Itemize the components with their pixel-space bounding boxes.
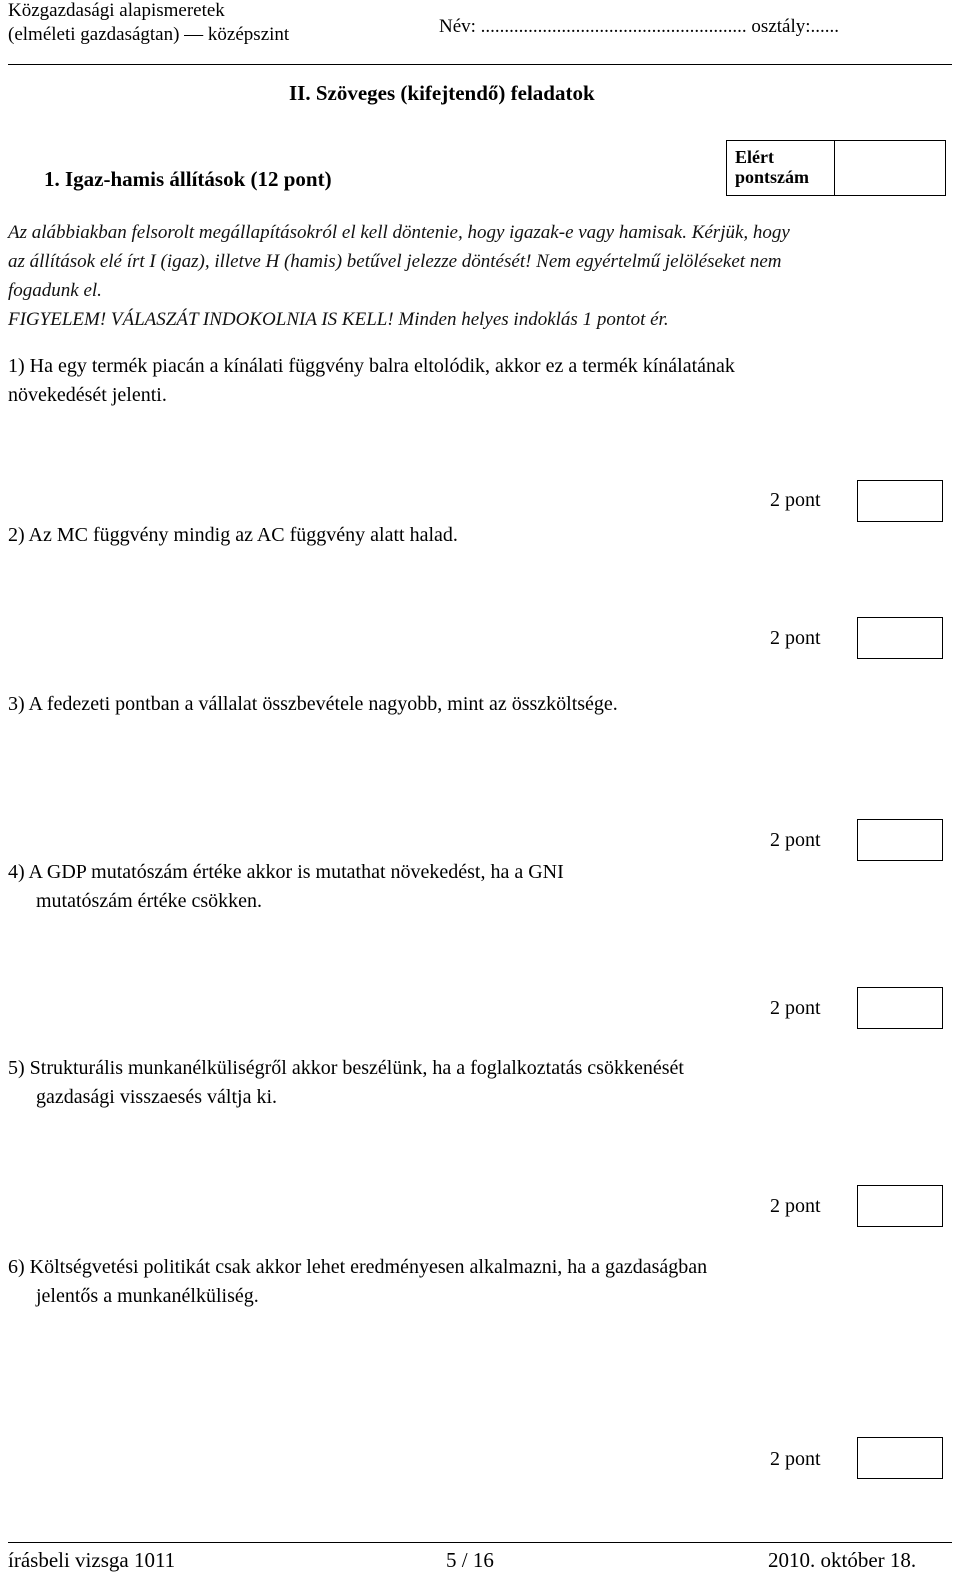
score-label-line1: Elért xyxy=(735,147,774,167)
points-box-3[interactable] xyxy=(857,819,943,861)
points-box-2[interactable] xyxy=(857,617,943,659)
statement-line: 1) Ha egy termék piacán a kínálati függvény balra eltolódik, akkor ez a termék kínálatának xyxy=(8,355,735,377)
section-title: II. Szöveges (kifejtendő) feladatok xyxy=(289,81,595,105)
statement-line: mutatószám értéke csökken. xyxy=(36,890,263,912)
statement-3 xyxy=(8,690,618,719)
score-input-cell[interactable] xyxy=(835,141,945,195)
statement-line: 3) A fedezeti pontban a vállalat összbevétele nagyobb, mint az összköltsége. xyxy=(8,693,618,715)
instruction-line: az állítások elé írt I (igaz), illetve H (hamis) betűvel jelezze döntését! Nem egyértelmű jelöléseket nem xyxy=(8,251,782,272)
points-label-4: 2 pont xyxy=(770,997,821,1019)
statement-line: 5) Strukturális munkanélküliségről akkor beszélünk, ha a foglalkoztatás csökkenését xyxy=(8,1057,684,1079)
points-box-5[interactable] xyxy=(857,1185,943,1227)
points-label-3: 2 pont xyxy=(770,829,821,851)
statement-2 xyxy=(8,521,458,550)
footer-exam-code: írásbeli vizsga 1011 xyxy=(8,1548,176,1572)
subject-title: Közgazdasági alapismeretek xyxy=(8,0,225,21)
points-label-6: 2 pont xyxy=(770,1448,821,1470)
statement-line: gazdasági visszaesés váltja ki. xyxy=(36,1086,278,1108)
footer-date: 2010. október 18. xyxy=(768,1548,917,1572)
instructions xyxy=(8,218,952,334)
statement-line: 2) Az MC függvény mindig az AC függvény alatt halad. xyxy=(8,524,458,546)
points-box-4[interactable] xyxy=(857,987,943,1029)
score-label xyxy=(727,141,835,195)
instruction-line: FIGYELEM! VÁLASZÁT INDOKOLNIA IS KELL! Minden helyes indoklás 1 pontot ér. xyxy=(8,309,669,330)
statement-line: 4) A GDP mutatószám értéke akkor is mutathat növekedést, ha a GNI xyxy=(8,861,564,883)
statement-1 xyxy=(8,352,735,410)
task-title: 1. Igaz-hamis állítások (12 pont) xyxy=(44,167,332,191)
instruction-line: fogadunk el. xyxy=(8,280,102,301)
points-label-5: 2 pont xyxy=(770,1195,821,1217)
statement-4 xyxy=(8,858,564,916)
statement-line: 6) Költségvetési politikát csak akkor lehet eredményesen alkalmazni, ha a gazdaságban xyxy=(8,1256,708,1278)
footer-page-number: 5 / 16 xyxy=(446,1548,494,1572)
statement-line: jelentős a munkanélküliség. xyxy=(36,1285,259,1307)
points-label-1: 2 pont xyxy=(770,489,821,511)
header-rule xyxy=(8,64,952,65)
name-class-field: Név: ........................................................ osztály:...... xyxy=(439,16,840,37)
statement-5 xyxy=(8,1054,684,1112)
score-box xyxy=(726,140,946,196)
score-label-line2: pontszám xyxy=(735,167,810,187)
points-box-6[interactable] xyxy=(857,1437,943,1479)
points-box-1[interactable] xyxy=(857,480,943,522)
statement-6 xyxy=(8,1253,707,1311)
instruction-line: Az alábbiakban felsorolt megállapításokról el kell döntenie, hogy igazak-e vagy hamisak. Kérjük, hogy xyxy=(8,222,790,243)
subject-subtitle: (elméleti gazdaságtan) — középszint xyxy=(8,24,290,45)
statement-line: növekedését jelenti. xyxy=(8,384,167,406)
points-label-2: 2 pont xyxy=(770,627,821,649)
footer-rule xyxy=(8,1542,952,1543)
